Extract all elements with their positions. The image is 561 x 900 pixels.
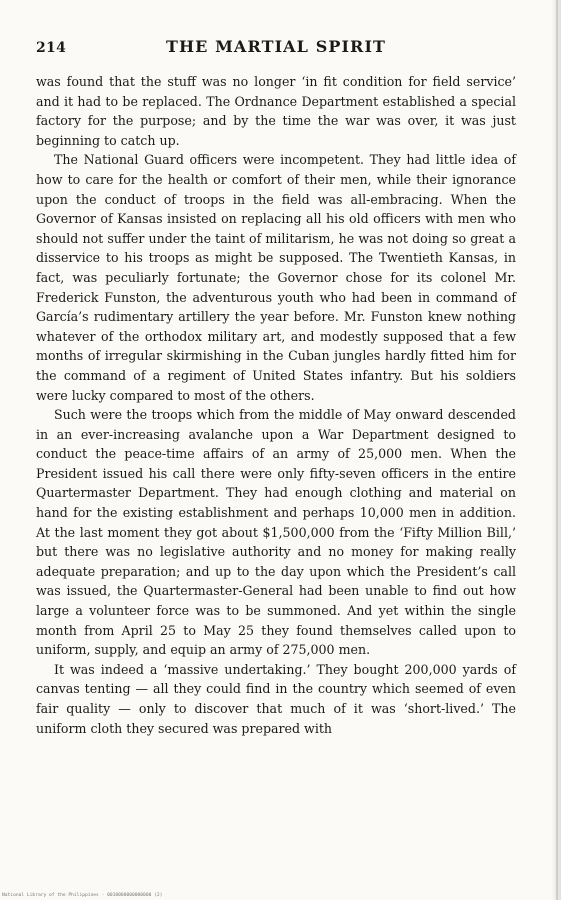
paragraph-war-department: Such were the troops which from the middle of May onward descended in an ever-increasing avalanche upon a War Department designed to conduct the peace-time affairs of an army of 25,000 men. When the President issued his call there were only fifty-seven officers in the entire Quartermaster Department. They had enough clothing and material on hand for the existing establishment and perhaps 10,000 men in addition. At the last moment they got about $1,500,000 from the ‘Fifty Million Bill,’ but there was no legislative authority and no money for making really adequate preparation; and up to the day upon which the President’s call was issued, the Quartermaster-General had been unable to find out how large a volunteer force was to be summoned. And yet within the single month from April 25 to May 25 they found themselves called upon to uniform, supply, and equip an army of 275,000 men.	[36, 407, 516, 658]
body-text	[36, 72, 516, 738]
page-header	[36, 37, 516, 61]
library-stamp: National Library of the Philippines · 0010000000000000 (2)	[2, 893, 163, 898]
paragraph-massive-undertaking: It was indeed a ‘massive undertaking.’ They bought 200,000 yards of canvas tenting — all they could find in the country which seemed of even fair quality — only to discover that much of it was ‘short-lived.’ The uniform cloth they secured was prepared with	[36, 661, 516, 736]
page-number: 214	[36, 40, 67, 56]
running-head: THE MARTIAL SPIRIT	[165, 37, 387, 56]
page-edge-line	[556, 0, 558, 900]
paragraph-continued: was found that the stuff was no longer ‘in fit condition for field service’ and it had to be replaced. The Ordnance Department established a special factory for the purpose; and by the time the war was over, it was just beginning to catch up.	[36, 74, 516, 148]
paragraph-national-guard: The National Guard officers were incompetent. They had little idea of how to care for the health or comfort of their men, while their ignorance upon the conduct of troops in the field was all-embracing. When the Governor of Kansas insisted on replacing all his old officers with men who should not suffer under the taint of militarism, he was not doing so great a disservice to his troops as might be supposed. The Twentieth Kansas, in fact, was peculiarly fortunate; the Governor chose for its colonel Mr. Frederick Funston, the adventurous youth who had been in command of García’s rudimentary artillery the year before. Mr. Funston knew nothing whatever of the orthodox military art, and modestly supposed that a few months of irregular skirmishing in the Cuban jungles hardly fitted him for the command of a regiment of United States infantry. But his soldiers were lucky compared to most of the others.	[36, 152, 516, 403]
